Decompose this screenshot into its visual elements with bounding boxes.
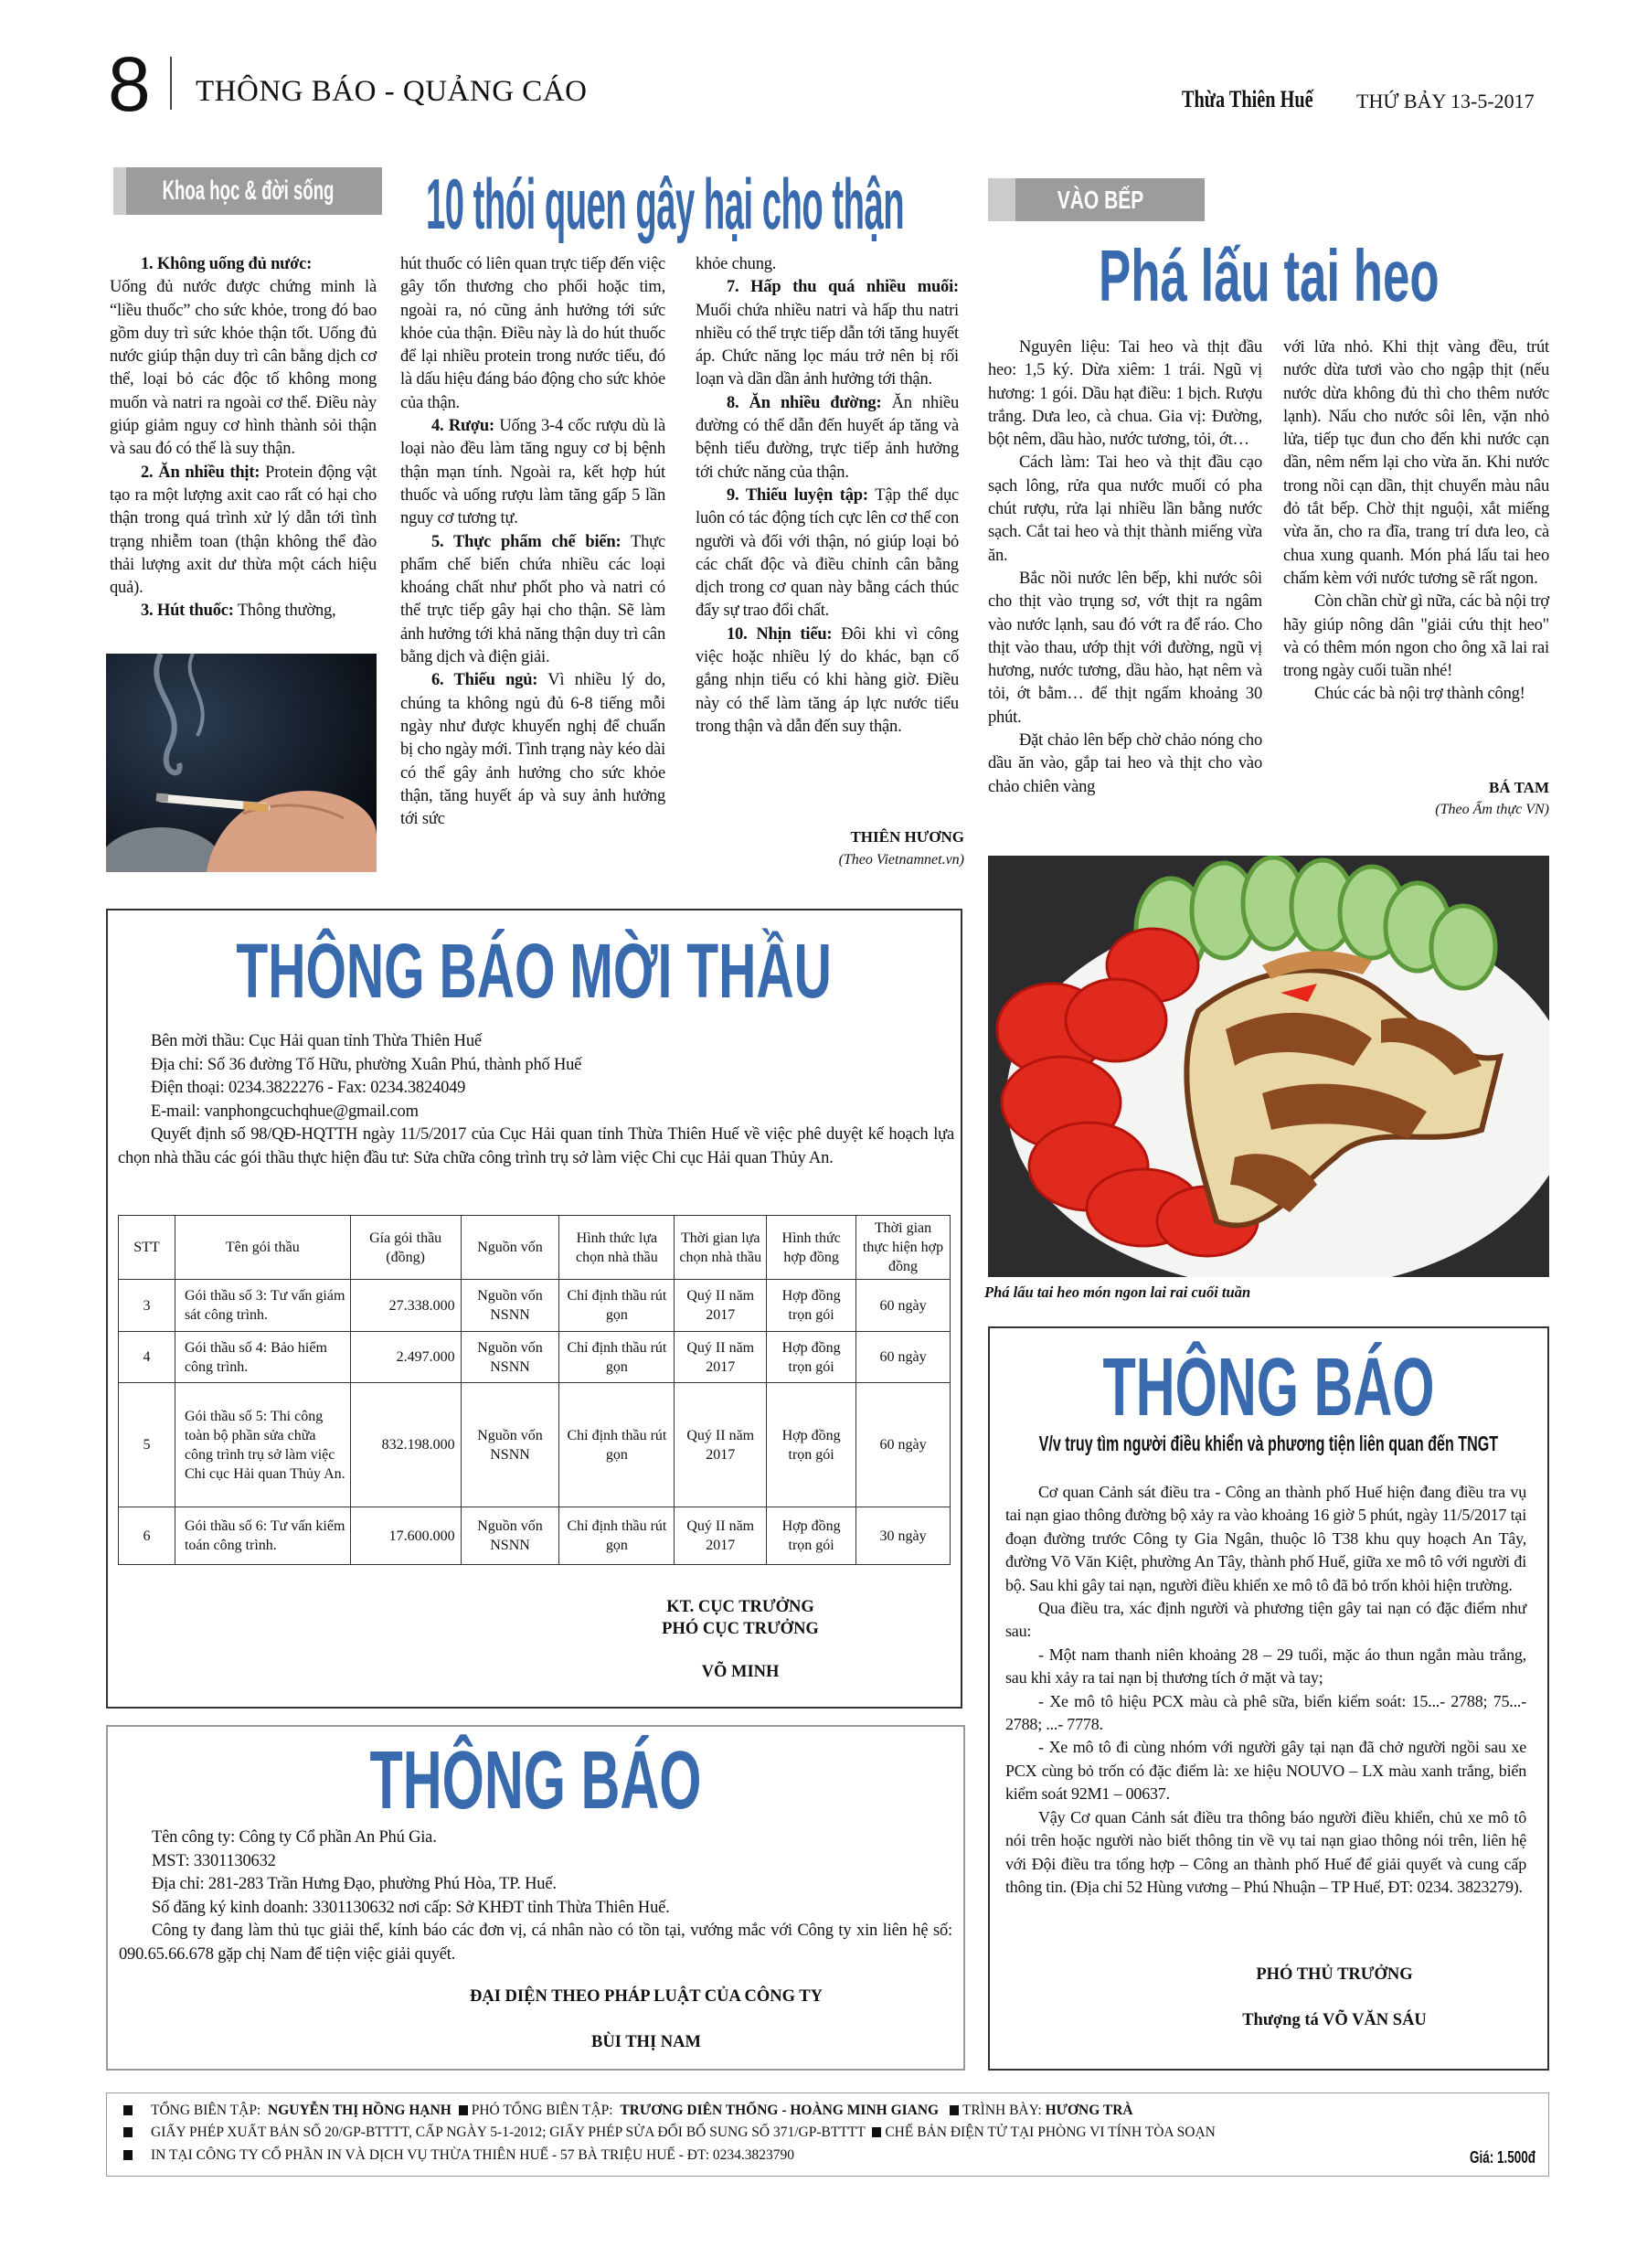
table-cell: Nguồn vốn NSNN (461, 1507, 559, 1565)
table-cell: Quý II năm 2017 (675, 1332, 767, 1383)
table-cell: Gói thầu số 3: Tư vấn giám sát công trình. (175, 1280, 350, 1332)
table-cell: 5 (119, 1383, 175, 1507)
police-notice-paragraph: - Xe mô tô hiệu PCX màu cà phê sữa, biển kiểm soát: 15...- 2788; 75...- 2788; ...- 7778. (1005, 1691, 1526, 1734)
table-cell: Quý II năm 2017 (675, 1280, 767, 1332)
article-paragraph-continued: khỏe chung. (696, 255, 777, 273)
table-cell: 6 (119, 1507, 175, 1565)
table-row (119, 1280, 951, 1332)
recipe-paragraph: Bắc nồi nước lên bếp, khi nước sôi cho thịt vào trụng sơ, vớt thịt ra ngâm vào nước lạnh, sau đó vớt ra để ráo. Cho thịt vào thau, ướp thịt với đường, ngũ vị hương, nước tương, dầu hào, hạt nêm và tỏi, ớt bằm… để thịt ngấm khoảng 30 phút. (988, 569, 1262, 727)
table-header-row (119, 1216, 951, 1280)
column-header: Hình thức hợp đồng (767, 1216, 856, 1280)
health-article-author: THIÊN HƯƠNG (850, 828, 964, 846)
table-cell: Gói thầu số 6: Tư vấn kiểm toán công trình. (175, 1507, 350, 1565)
table-cell: Hợp đồng trọn gói (767, 1383, 856, 1507)
table-cell: Hợp đồng trọn gói (767, 1332, 856, 1383)
article-paragraph: 3. Hút thuốc: Thông thường, (141, 602, 336, 621)
police-notice-body (1005, 1481, 1526, 1899)
company-notice-line: Số đăng ký kinh doanh: 3301130632 nơi cấp: Sở KHĐT tỉnh Thừa Thiên Huế. (152, 1898, 670, 1917)
police-notice-paragraph: Cơ quan Cảnh sát điều tra - Công an thành phố Huế hiện đang điều tra vụ tai nạn giao thông đường bộ xảy ra vào khoảng 16 giờ 5 phút, ngày 11/5/2017 tại đoạn đường trước Công ty Gia Ngân, thuộc lô T38 khu quy hoạch An Tây, đường Võ Văn Kiệt, phường An Tây, thành phố Huế, giữa xe mô tô với người đi bộ. Sau khi gây tai nạn, người điều khiển xe mô tô đã bỏ trốn khỏi hiện trường. (1005, 1483, 1526, 1594)
health-article-column-3 (696, 253, 959, 739)
health-article-column-2 (400, 253, 665, 831)
company-sign-title: ĐẠI DIỆN THEO PHÁP LUẬT CỦA CÔNG TY (470, 1987, 823, 2006)
table-row (119, 1383, 951, 1507)
header-divider (170, 57, 172, 110)
health-article-column-1 (110, 253, 377, 623)
police-notice-paragraph: Qua điều tra, xác định người và phương tiện gây tai nạn có đặc điểm như sau: (1005, 1599, 1526, 1641)
photo-caption: Phá lấu tai heo món ngon lai rai cuối tuần (984, 1283, 1251, 1301)
table-cell: 60 ngày (856, 1332, 951, 1383)
masthead-footer (106, 2092, 1549, 2177)
article-paragraph: 6. Thiếu ngủ: Vì nhiều lý do, chúng ta không ngủ đủ 6-8 tiếng mỗi ngày như được khuyến nghị để chuẩn bị cho ngày mới. Tình trạng này kéo dài có thể gây ảnh hưởng cho sức khỏe thận, tăng huyết áp và suy ảnh hưởng tới sức (400, 671, 665, 829)
column-header: Nguồn vốn (461, 1216, 559, 1280)
recipe-paragraph: Còn chần chừ gì nữa, các bà nội trợ hãy giúp nông dân "giải cứu thịt heo" và có thêm món ngon cho ông xã lai rai trong ngày cuối tuần nhé! (1283, 592, 1549, 681)
table-cell: Nguồn vốn NSNN (461, 1332, 559, 1383)
company-notice-line: Địa chỉ: 281-283 Trần Hưng Đạo, phường Phú Hòa, TP. Huế. (152, 1875, 557, 1893)
table-cell: Nguồn vốn NSNN (461, 1383, 559, 1507)
table-cell: 3 (119, 1280, 175, 1332)
police-notice-subtitle: V/v truy tìm người điều khiển và phương tiện liên quan đến TNGT (1038, 1432, 1499, 1455)
police-notice-title: THÔNG BÁO (1102, 1342, 1435, 1433)
page-number: 8 (108, 41, 151, 127)
table-cell: Chỉ định thầu rút gọn (559, 1383, 675, 1507)
table-cell: Gói thầu số 4: Bảo hiểm công trình. (175, 1332, 350, 1383)
cigarette-photo (106, 654, 377, 872)
bid-notice-body (118, 1030, 954, 1170)
table-cell: Hợp đồng trọn gói (767, 1280, 856, 1332)
police-signer: Thượng tá VÕ VĂN SÁU (1242, 2011, 1427, 2029)
table-cell: 4 (119, 1332, 175, 1383)
bid-sign-title-2: PHÓ CỤC TRƯỞNG (662, 1620, 819, 1638)
recipe-author: BÁ TAM (1489, 779, 1549, 796)
recipe-paragraph: Nguyên liệu: Tai heo và thịt đầu heo: 1,5 ký. Dừa xiêm: 1 trái. Ngũ vị hương: 1 gói. Dầu hạt điều: 1 bịch. Rượu trắng. Dưa leo, cà chua. Gia vị: Đường, bột nêm, dầu hào, nước tương, tỏi, ớt… (988, 338, 1262, 450)
recipe-paragraph: Chúc các bà nội trợ thành công! (1314, 685, 1525, 704)
table-cell: Nguồn vốn NSNN (461, 1280, 559, 1332)
section-title: THÔNG BÁO - QUẢNG CÁO (196, 75, 588, 108)
company-notice-message: Công ty đang làm thủ tục giải thể, kính báo các đơn vị, cá nhân nào có tồn tại, vướng mắc với Công ty xin liên hệ số: 090.65.66.678 gặp chị Nam để tiện việc giải quyết. (119, 1922, 952, 1964)
company-notice-line: Tên công ty: Công ty Cổ phần An Phú Gia. (152, 1828, 437, 1847)
police-notice-paragraph: - Một nam thanh niên khoảng 28 – 29 tuổi, mặc áo thun ngắn màu trắng, sau khi xảy ra tai nạn bị thương tích ở mặt và tay; (1005, 1645, 1526, 1688)
table-cell: 30 ngày (856, 1507, 951, 1565)
bid-notice-line: E-mail: vanphongcuchqhue@gmail.com (151, 1102, 419, 1121)
health-article-source: (Theo Vietnamnet.vn) (838, 852, 964, 868)
recipe-photo (988, 856, 1549, 1277)
recipe-title: Phá lấu tai heo (1098, 235, 1440, 316)
footer-line-license: GIẤY PHÉP XUẤT BẢN SỐ 20/GP-BTTTT, CẤP NGÀY 5-1-2012; GIẤY PHÉP SỬA ĐỔI BỔ SUNG SỐ 371/GP-BTTTT CHẾ BẢN ĐIỆN TỬ TẠI PHÒNG VI TÍNH TÒA SOẠN (123, 2124, 1216, 2141)
table-cell: 2.497.000 (350, 1332, 461, 1383)
recipe-paragraph: Cách làm: Tai heo và thịt đầu cạo sạch lông, rửa qua nước muối có pha chút rượu, rửa lại nhiều lần bằng nước sạch. Cắt tai heo và thịt thành miếng vừa ăn. (988, 453, 1262, 565)
table-cell: 60 ngày (856, 1280, 951, 1332)
article-paragraph-continued: hút thuốc có liên quan trực tiếp đến việc gây tổn thương cho phổi hoặc tim, ngoài ra, nó cũng ảnh hưởng tới sức khỏe của thận. Điều này là do hút thuốc để lại nhiều protein trong nước tiểu, đó là dấu hiệu đáng báo động cho sức khỏe của thận. (400, 255, 665, 412)
bid-signer: VÕ MINH (701, 1663, 780, 1681)
table-cell: Quý II năm 2017 (675, 1507, 767, 1565)
table-cell: 832.198.000 (350, 1383, 461, 1507)
table-cell: Hợp đồng trọn gói (767, 1507, 856, 1565)
recipe-paragraph: Đặt chảo lên bếp chờ chảo nóng cho dầu ăn vào, gắp tai heo và thịt cho vào chảo chiên vàng (988, 731, 1262, 796)
bid-package-table (118, 1215, 951, 1565)
police-sign-title: PHÓ THỦ TRƯỞNG (1256, 1965, 1413, 1984)
article-paragraph: 2. Ăn nhiều thịt: Protein động vật tạo ra một lượng axit cao rất có hại cho thận trong quá trình xử lý dẫn tới tình trạng nhiễm toan (thận không thể đào thải lượng axit dư thừa một cách hiệu quả). (110, 463, 377, 598)
paper-name: Thừa Thiên Huế (1182, 86, 1313, 112)
bid-notice-decision: Quyết định số 98/QĐ-HQTTH ngày 11/5/2017 của Cục Hải quan tỉnh Thừa Thiên Huế về việc phê duyệt kế hoạch lựa chọn nhà thầu các gói thầu thực hiện đầu tư: Sửa chữa công trình trụ sở làm việc Chi cục Hải quan Thủy An. (118, 1125, 954, 1167)
article-paragraph: 10. Nhịn tiểu: Đôi khi vì công việc hoặc nhiều lý do khác, bạn cố gắng nhịn tiểu có khi hàng giờ. Điều này có thể làm tăng áp lực nước tiểu trong thận và dẫn đến suy thận. (696, 624, 959, 736)
table-cell: 17.600.000 (350, 1507, 461, 1565)
company-notice-body (119, 1826, 952, 1966)
table-cell: Chỉ định thầu rút gọn (559, 1507, 675, 1565)
table-cell: Gói thầu số 5: Thi công toàn bộ phần sửa chữa công trình trụ sở làm việc Chi cục Hải quan Thủy An. (175, 1383, 350, 1507)
footer-line-editors: TỔNG BIÊN TẬP: NGUYỄN THỊ HỒNG HẠNH PHÓ TỔNG BIÊN TẬP: TRƯƠNG DIÊN THỐNG - HOÀNG MINH GIANG TRÌNH BÀY: HƯƠNG TRÀ (123, 2103, 1133, 2119)
bid-notice-line: Điện thoại: 0234.3822276 - Fax: 0234.3824049 (151, 1079, 466, 1097)
bid-notice-title: THÔNG BÁO MỜI THẦU (236, 928, 833, 1014)
issue-date: THỨ BẢY 13-5-2017 (1356, 90, 1535, 112)
bid-sign-title-1: KT. CỤC TRƯỞNG (666, 1598, 814, 1616)
article-paragraph: 8. Ăn nhiều đường: Ăn nhiều đường có thể dẫn đến huyết áp tăng và bệnh tiểu đường, trực tiếp ảnh hưởng tới chức năng của thận. (696, 393, 959, 482)
article-paragraph: 9. Thiếu luyện tập: Tập thể dục luôn có tác động tích cực lên cơ thể con người và đối với thận, nó giúp loại bỏ các chất độc và điều chỉnh cân bằng dịch trong cơ quan này bằng cách thúc đẩy sự trao đổi chất. (696, 485, 960, 621)
article-paragraph: 1. Không uống đủ nước: Uống đủ nước được chứng minh là “liều thuốc” cho sức khỏe, trong đó bao gồm duy trì sức khỏe thận tốt. Uống đủ nước giúp thận duy trì cân bằng dịch cơ thể, loại bỏ các độc tố không mong muốn và natri ra ngoài cơ thể. Điều này giúp giảm nguy cơ hình thành sỏi thận và sau đó có thể là suy thận. (110, 255, 377, 459)
bid-notice-line: Địa chỉ: Số 36 đường Tố Hữu, phường Xuân Phú, thành phố Huế (151, 1055, 582, 1074)
table-cell: Chỉ định thầu rút gọn (559, 1332, 675, 1383)
price-label: Giá: 1.500đ (1469, 2148, 1535, 2167)
column-header: Thời gian thực hiện hợp đồng (856, 1216, 951, 1280)
company-notice-line: MST: 3301130632 (152, 1851, 276, 1870)
column-header: Hình thức lựa chọn nhà thầu (559, 1216, 675, 1280)
article-paragraph: 5. Thực phẩm chế biến: Thực phẩm chế biến chứa nhiều các loại khoáng chất như phốt pho và natri có thể trực tiếp gây hại cho thận. Sẽ làm ảnh hưởng tới khả năng thận duy trì cân bằng dịch và điện giải. (400, 532, 666, 667)
article-paragraph: 7. Hấp thu quá nhiều muối: Muối chứa nhiều natri và hấp thu natri nhiều có thể trực tiếp dẫn tới tăng huyết áp. Chức năng lọc máu trở nên bị rối loạn và dần dần ảnh hưởng tới thận. (696, 278, 959, 389)
table-row (119, 1507, 951, 1565)
bid-notice-line: Bên mời thầu: Cục Hải quan tỉnh Thừa Thiên Huế (151, 1032, 482, 1050)
section-label-khoa-hoc: Khoa học & đời sống (113, 167, 382, 215)
company-signer: BÙI THỊ NAM (591, 2033, 701, 2051)
health-article-title: 10 thói quen gây hại cho thận (426, 164, 905, 244)
table-cell: 60 ngày (856, 1383, 951, 1507)
table-row (119, 1332, 951, 1383)
table-cell: 27.338.000 (350, 1280, 461, 1332)
recipe-column-2 (1283, 336, 1549, 707)
column-header: Tên gói thầu (175, 1216, 350, 1280)
column-header: Gía gói thầu (đồng) (350, 1216, 461, 1280)
article-paragraph: 4. Rượu: Uống 3-4 cốc rượu dù là loại nào đều làm tăng nguy cơ bị bệnh thận mạn tính. Ngoài ra, kết hợp hút thuốc và uống rượu làm tăng gấp 5 lần nguy cơ tương tự. (400, 417, 665, 528)
column-header: STT (119, 1216, 175, 1280)
table-cell: Quý II năm 2017 (675, 1383, 767, 1507)
recipe-source: (Theo Ẩm thực VN) (1435, 802, 1549, 817)
police-notice-paragraph: - Xe mô tô đi cùng nhóm với người gây tại nạn đã chở người ngồi sau xe PCX cùng bỏ trốn có đặc điểm là: xe hiệu NOUVO – LX màu xanh trắng, biển kiểm soát 92M1 – 00637. (1005, 1738, 1526, 1804)
company-notice-title: THÔNG BÁO (369, 1735, 702, 1826)
recipe-paragraph-continued: với lửa nhỏ. Khi thịt vàng đều, trút nước dừa tươi vào cho ngập thịt (nếu nước dừa không đủ thì cho thêm nước lạnh). Nấu cho nước sôi lên, vặn nhỏ lửa, tiếp tục đun cho đến khi nước cạn dần, nêm nếm lại cho vừa ăn. Khi nước trong nồi cạn dần, thịt chuyển màu nâu đỏ tắt bếp. Chờ thịt nguội, xắt miếng vừa ăn, cho ra đĩa, trang trí dưa leo, cà chua xung quanh. Món phá lấu tai heo chấm kèm với nước tương sẽ rất ngon. (1283, 338, 1549, 588)
table-cell: Chỉ định thầu rút gọn (559, 1280, 675, 1332)
section-label-vao-bep: VÀO BẾP (988, 178, 1205, 221)
footer-line-printer: IN TẠI CÔNG TY CỔ PHẦN IN VÀ DỊCH VỤ THỪA THIÊN HUẾ - 57 BÀ TRIỆU HUẾ - ĐT: 0234.3823790 (123, 2147, 794, 2164)
police-notice-paragraph: Vậy Cơ quan Cảnh sát điều tra thông báo người điều khiển, chủ xe mô tô nói trên hoặc người nào biết thông tin về vụ tai nạn giao thông nói trên, liên hệ với Đội điều tra tổng hợp – Công an thành phố Huế để giải quyết và cung cấp thông tin. (Địa chỉ 52 Hùng vương – Phú Nhuận – TP Huế, ĐT: 0234. 3823279). (1005, 1807, 1526, 1896)
column-header: Thời gian lựa chọn nhà thầu (675, 1216, 767, 1280)
recipe-column-1 (988, 336, 1262, 799)
